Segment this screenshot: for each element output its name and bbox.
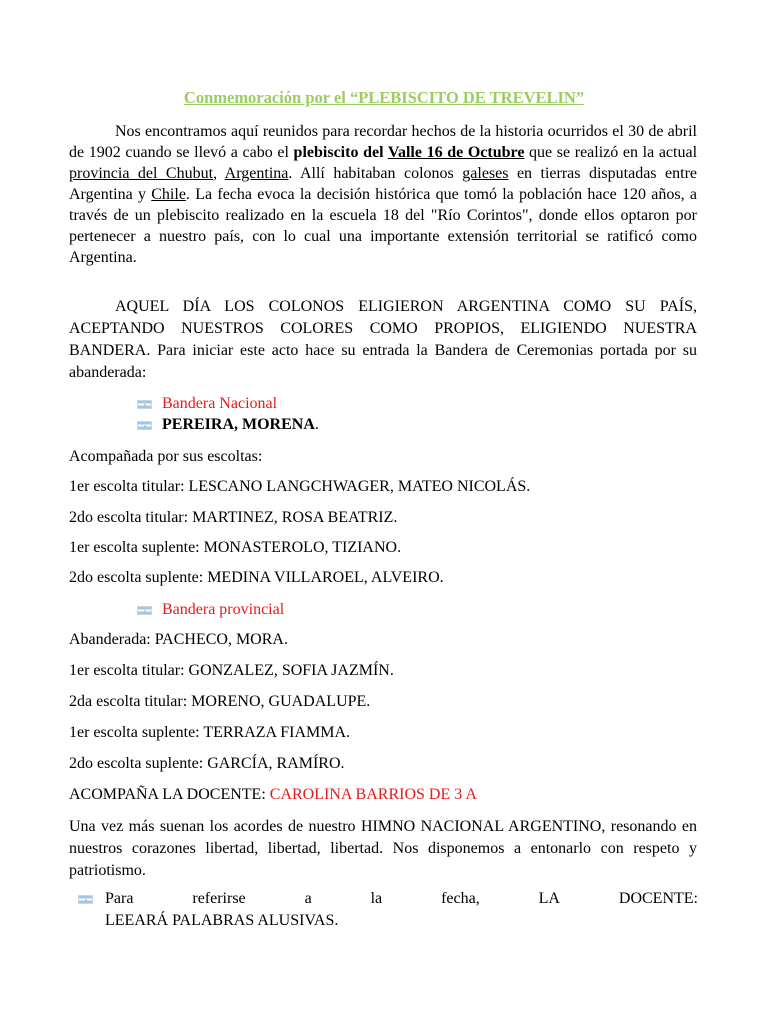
page-title: Conmemoración por el “PLEBISCITO DE TREVELIN” — [183, 88, 585, 107]
intro-text-8: . La fecha evoca la decisión histórica que tomó la población hace 120 años, a través de un plebiscito realizado en la escuela 18 del "Río Corintos", donde ellos optaron por pertenecer a nuestro país, con lo cual una importante extensión territorial se ratificó como Argentina. — [69, 186, 697, 266]
intro-bold-plebiscito: plebiscito del — [293, 144, 388, 161]
link-argentina[interactable]: Argentina — [224, 165, 289, 182]
colonos-paragraph — [69, 296, 697, 384]
escolta-line: 2do escolta suplente: MEDINA VILLAROEL, ALVEIRO. — [69, 569, 444, 586]
abanderada-nacional-item — [137, 415, 319, 435]
bandera-provincial-item — [137, 600, 284, 620]
escoltas-intro: Acompañada por sus escoltas: — [69, 448, 263, 465]
provincial-line: 1er escolta suplente: TERRAZA FIAMMA. — [69, 724, 351, 741]
argentina-flag-icon — [137, 606, 152, 615]
escolta-line: 1er escolta titular: LESCANO LANGCHWAGER, MATEO NICOLÁS. — [69, 478, 531, 495]
provincial-line: 2da escolta titular: MORENO, GUADALUPE. — [69, 693, 371, 710]
escolta-line: 2do escolta titular: MARTINEZ, ROSA BEATRIZ. — [69, 509, 398, 526]
abanderada-nacional-suffix: . — [314, 416, 319, 433]
final-word: referirse — [192, 890, 246, 907]
provincial-line: Abanderada: PACHECO, MORA. — [69, 631, 288, 648]
final-word: la — [370, 890, 383, 907]
docente-line — [69, 785, 477, 805]
intro-text-3: que se realizó — [524, 144, 623, 161]
link-chile[interactable]: Chile — [151, 186, 186, 203]
final-item — [78, 888, 698, 932]
final-word: DOCENTE: — [618, 890, 698, 907]
intro-text-7: en tierras disputadas entre Argentina y — [69, 165, 697, 203]
docente-prefix: ACOMPAÑA LA DOCENTE: — [69, 786, 270, 803]
bandera-provincial-label: Bandera provincial — [162, 601, 285, 618]
intro-text-1: Nos encontramos aquí reunidos para recordar hechos de la historia ocurridos el 30 de abril de 1902 cuando se llevó a cabo — [69, 123, 697, 161]
link-provincia-chubut[interactable]: provincia del Chubut — [69, 165, 214, 182]
final-line-2: LEEARÁ PALABRAS ALUSIVAS. — [105, 912, 339, 929]
docente-name: CAROLINA BARRIOS DE 3 A — [269, 786, 477, 803]
himno-paragraph: Una vez más suenan los acordes de nuestro HIMNO NACIONAL ARGENTINO, resonando en nuestros corazones libertad, libertad, libertad. Nos disponemos a entonarlo con respeto y patriotismo. — [69, 818, 697, 879]
intro-text-6: . Allí habitaban colonos — [288, 165, 463, 182]
bandera-nacional-item — [137, 394, 277, 414]
argentina-flag-icon — [78, 895, 93, 904]
escolta-line: 1er escolta suplente: MONASTEROLO, TIZIANO. — [69, 539, 402, 556]
intro-paragraph — [69, 121, 697, 268]
provincial-line: 2do escolta suplente: GARCÍA, RAMÍRO. — [69, 755, 345, 772]
intro-text-4: en la actual — [622, 144, 698, 161]
argentina-flag-icon — [137, 400, 152, 409]
final-word: a — [304, 890, 312, 907]
final-word: fecha, — [441, 890, 480, 907]
provincial-line: 1er escolta titular: GONZALEZ, SOFIA JAZMÍN. — [69, 662, 394, 679]
final-word: LA — [538, 890, 560, 907]
final-word: Para — [105, 890, 134, 907]
intro-text-2: el — [277, 144, 294, 161]
intro-text-5: , — [213, 165, 225, 182]
colonos-text: AQUEL DÍA LOS COLONOS ELIGIERON ARGENTINA COMO SU PAÍS, ACEPTANDO NUESTROS COLORES COMO PROPIOS, ELIGIENDO NUESTRA BANDERA. Para iniciar este acto hace su entrada la Bandera de Ceremonias portada por su abanderada: — [69, 298, 697, 381]
link-valle-16-octubre[interactable]: Valle 16 de Octubre — [387, 144, 525, 161]
abanderada-nacional-name: PEREIRA, MORENA — [162, 416, 315, 433]
link-galeses[interactable]: galeses — [462, 165, 509, 182]
bandera-nacional-label: Bandera Nacional — [162, 395, 278, 412]
argentina-flag-icon — [137, 421, 152, 430]
